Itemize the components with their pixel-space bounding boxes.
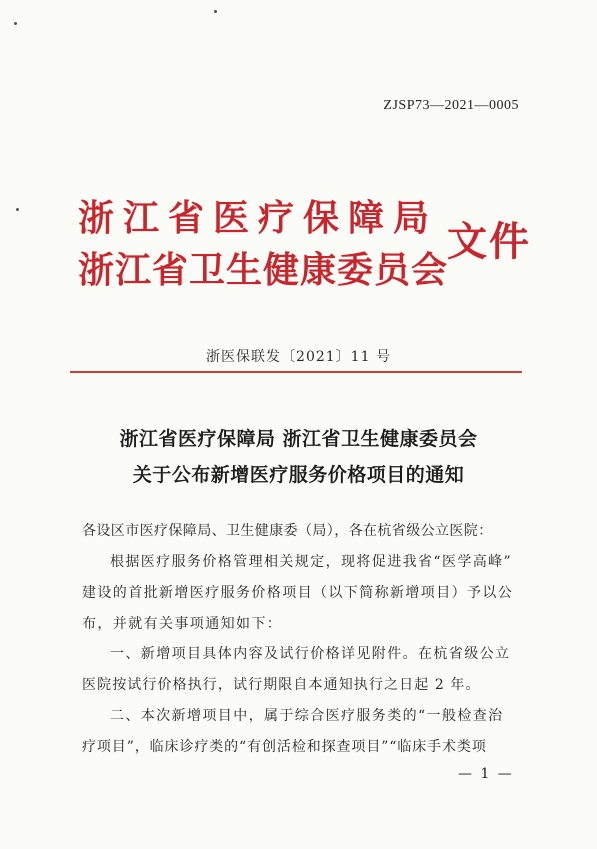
notice-title-line-1: 浙江省医疗保障局 浙江省卫生健康委员会	[119, 428, 478, 450]
body-paragraph-line: 医院按试行价格执行，试行期限自本通知执行之日起 2 年。	[82, 677, 481, 693]
org-medical-security-bureau: 浙江省医疗保障局	[78, 197, 439, 239]
red-divider-line	[70, 371, 522, 373]
body-paragraph-line: 布，并就有关事项通知如下：	[82, 616, 283, 632]
page-number: — 1 —	[458, 766, 514, 782]
body-paragraph-line: 建设的首批新增医疗服务价格项目（以下简称新增项目）予以公	[82, 585, 514, 601]
body-paragraph-line: 根据医疗服务价格管理相关规定，现将促进我省“医学高峰”	[110, 554, 513, 570]
document-number: 浙医保联发〔2021〕11 号	[206, 349, 391, 365]
scan-speck	[14, 22, 17, 25]
body-paragraph-line: 一、新增项目具体内容及试行价格详见附件。在杭省级公立	[110, 646, 511, 662]
document-code: ZJSP73—2021—0005	[383, 98, 519, 113]
org-health-commission: 浙江省卫生健康委员会	[78, 249, 449, 291]
body-paragraph-line: 二、本次新增项目中，属于综合医疗服务类的“一般检查治	[110, 708, 504, 724]
scan-speck	[16, 208, 19, 211]
body-salutation: 各设区市医疗保障局、卫生健康委（局），各在杭省级公立医院：	[82, 523, 493, 539]
notice-title-line-2: 关于公布新增医疗服务价格项目的通知	[132, 464, 465, 486]
document-suffix: 文件	[447, 218, 531, 265]
issuing-organizations	[78, 192, 448, 296]
scan-speck	[214, 10, 217, 13]
body-paragraph-line: 疗项目”，临床诊疗类的“有创活检和探查项目”“临床手术类项	[82, 739, 487, 755]
